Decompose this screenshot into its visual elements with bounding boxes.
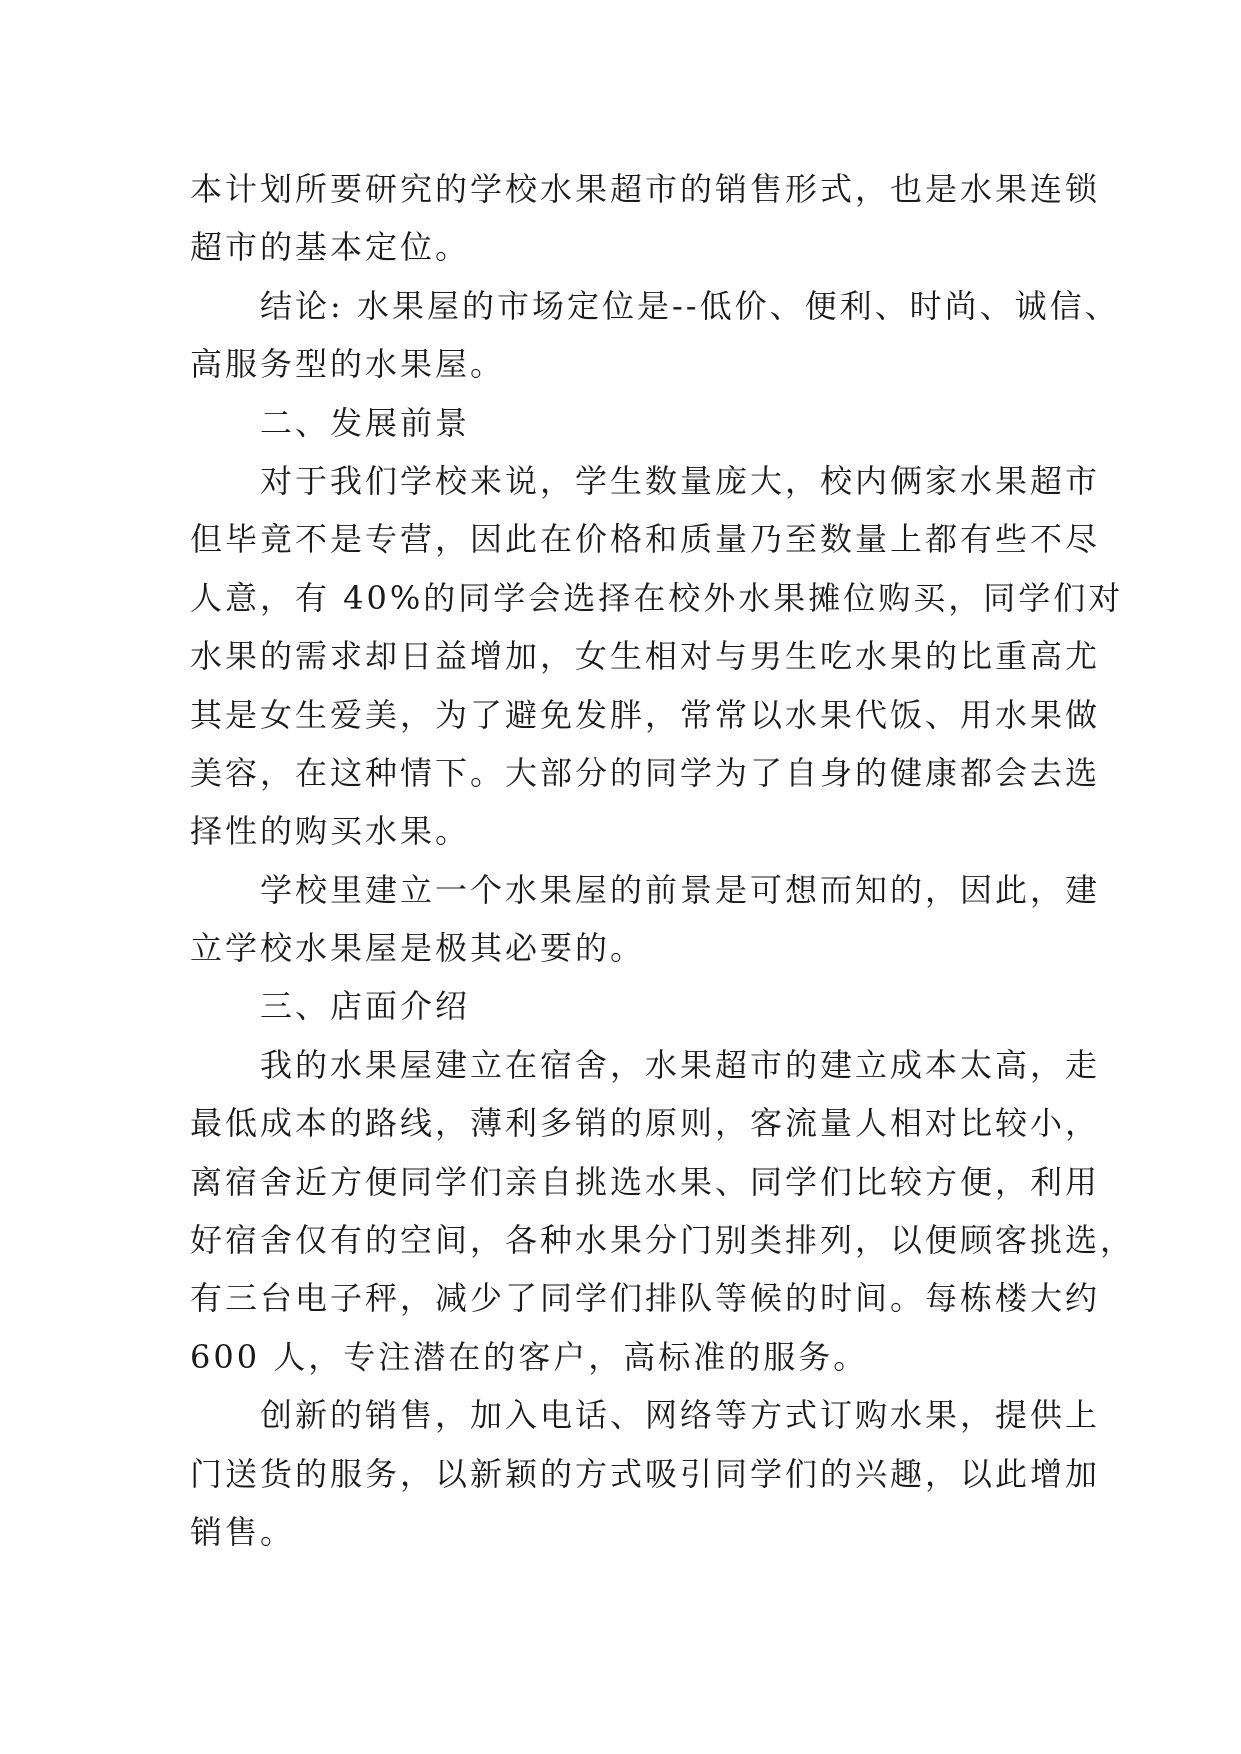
section-heading: 三、店面介绍 (260, 987, 471, 1026)
text-line: 最低成本的路线，薄利多销的原则，客流量人相对比较小， (190, 1104, 1101, 1143)
text-line: 但毕竟不是专营，因此在价格和质量乃至数量上都有些不尽 (190, 520, 1101, 559)
text-line: 好宿舍仅有的空间，各种水果分门别类排列，以便顾客挑选， (190, 1221, 1136, 1260)
section-heading: 二、发展前景 (260, 403, 471, 442)
text-line: 600 人，专注潜在的客户，高标准的服务。 (190, 1337, 869, 1376)
text-line: 创新的销售，加入电话、网络等方式订购水果，提供上 (260, 1396, 1101, 1435)
text-line: 美容，在这种情下。大部分的同学为了自身的健康都会去选 (190, 753, 1101, 792)
text-line: 结论: 水果屋的市场定位是--低价、便利、时尚、诚信、 (260, 286, 1120, 325)
text-line: 高服务型的水果屋。 (190, 345, 506, 384)
text-line: 择性的购买水果。 (190, 812, 471, 851)
text-line: 超市的基本定位。 (190, 228, 471, 267)
text-line: 立学校水果屋是极其必要的。 (190, 929, 646, 968)
text-line: 有三台电子秤，减少了同学们排队等候的时间。每栋楼大约 (190, 1279, 1101, 1318)
text-line: 人意，有 40%的同学会选择在校外水果摊位购买，同学们对 (190, 578, 1124, 617)
text-line: 其是女生爱美，为了避免发胖，常常以水果代饭、用水果做 (190, 695, 1101, 734)
text-line: 本计划所要研究的学校水果超市的销售形式，也是水果连锁 (190, 170, 1101, 208)
body-text (190, 160, 1136, 1561)
text-line: 学校里建立一个水果屋的前景是可想而知的，因此，建 (260, 870, 1101, 909)
text-line: 门送货的服务，以新颖的方式吸引同学们的兴趣，以此增加 (190, 1454, 1101, 1493)
text-line: 销售。 (190, 1512, 296, 1551)
text-line: 我的水果屋建立在宿舍，水果超市的建立成本太高，走 (260, 1045, 1101, 1084)
text-line: 对于我们学校来说，学生数量庞大，校内俩家水果超市 (260, 461, 1101, 500)
text-line: 水果的需求却日益增加，女生相对与男生吃水果的比重高尤 (190, 637, 1101, 676)
text-line: 离宿舍近方便同学们亲自挑选水果、同学们比较方便，利用 (190, 1162, 1101, 1201)
